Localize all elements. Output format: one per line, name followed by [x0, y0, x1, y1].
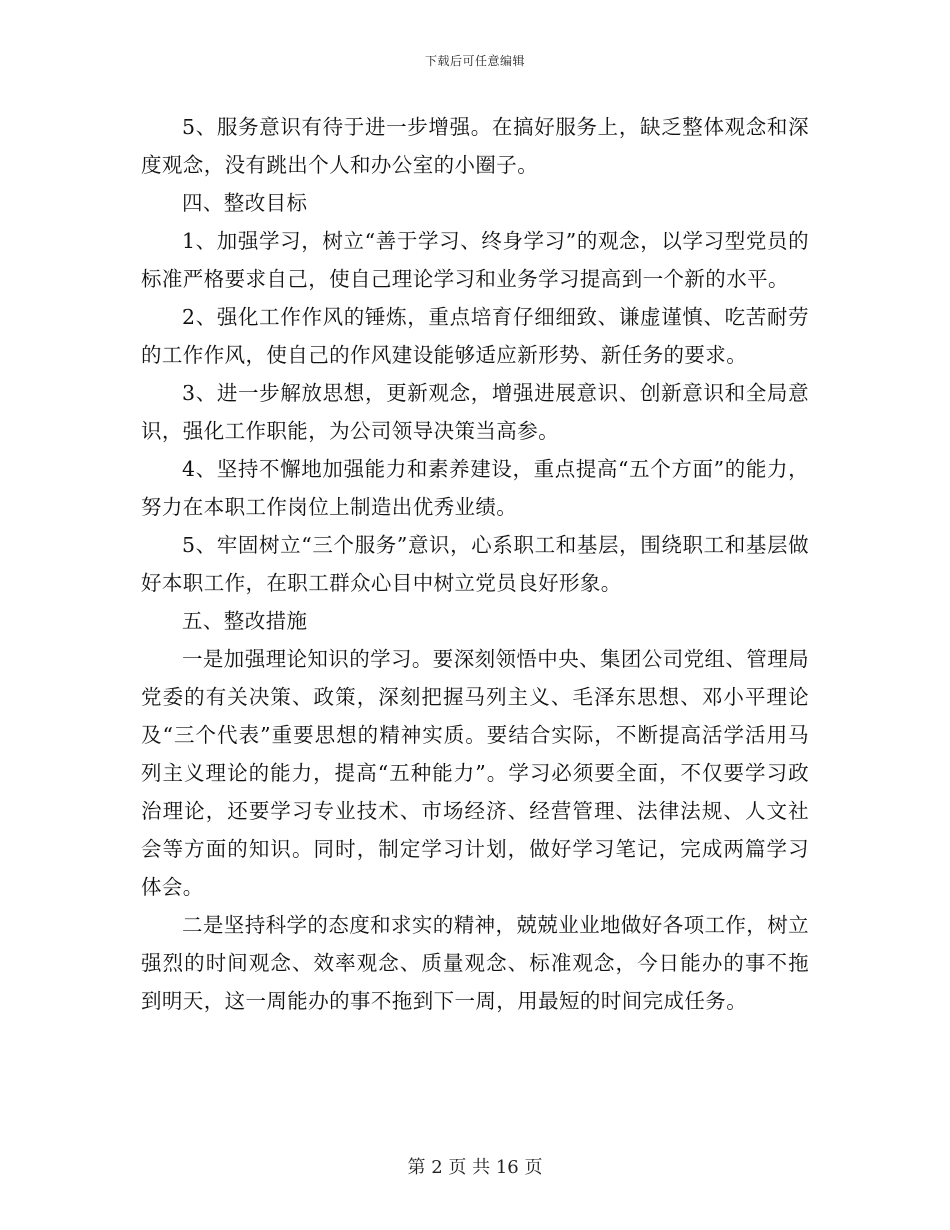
paragraph-measure-2: 二是坚持科学的态度和求实的精神，兢兢业业地做好各项工作，树立强烈的时间观念、效率观念、质量观念、标准观念，今日能办的事不拖到明天，这一周能办的事不拖到下一周，用最短的时间完成任务。 — [141, 913, 809, 1013]
paragraph-goal-2: 2、强化工作作风的锤炼，重点培育仔细细致、谦虚谨慎、吃苦耐劳的工作作风，使自己的作风建设能够适应新形势、新任务的要求。 — [141, 305, 809, 367]
paragraph-measure-1: 一是加强理论知识的学习。要深刻领悟中央、集团公司党组、管理局党委的有关决策、政策，深刻把握马列主义、毛泽东思想、邓小平理论及“三个代表”重要思想的精神实质。要结合实际，不断提高活学活用马列主义理论的能力，提高“五种能力”。学习必须要全面，不仅要学习政治理论，还要学习专业技术、市场经济、经营管理、法律法规、人文社会等方面的知识。同时，制定学习计划，做好学习笔记，完成两篇学习体会。 — [141, 647, 809, 899]
document-body — [141, 108, 809, 1020]
section-heading-goals: 四、整改目标 — [182, 191, 308, 215]
section-heading-measures: 五、整改措施 — [182, 609, 308, 633]
page-number-footer: 第 2 页 共 16 页 — [407, 1157, 543, 1178]
paragraph-goal-5: 5、牢固树立“三个服务”意识，心系职工和基层，围绕职工和基层做好本职工作，在职工群众心目中树立党员良好形象。 — [141, 533, 809, 595]
page-header-note: 下载后可任意编辑 — [424, 54, 525, 68]
paragraph-goal-4: 4、坚持不懈地加强能力和素养建设，重点提高“五个方面”的能力，努力在本职工作岗位上制造出优秀业绩。 — [141, 457, 809, 519]
paragraph-goal-1: 1、加强学习，树立“善于学习、终身学习”的观念，以学习型党员的标准严格要求自己，使自己理论学习和业务学习提高到一个新的水平。 — [141, 229, 809, 291]
paragraph-goal-3: 3、进一步解放思想，更新观念，增强进展意识、创新意识和全局意识，强化工作职能，为公司领导决策当高参。 — [141, 381, 809, 443]
paragraph-service-awareness: 5、服务意识有待于进一步增强。在搞好服务上，缺乏整体观念和深度观念，没有跳出个人和办公室的小圈子。 — [141, 115, 809, 177]
